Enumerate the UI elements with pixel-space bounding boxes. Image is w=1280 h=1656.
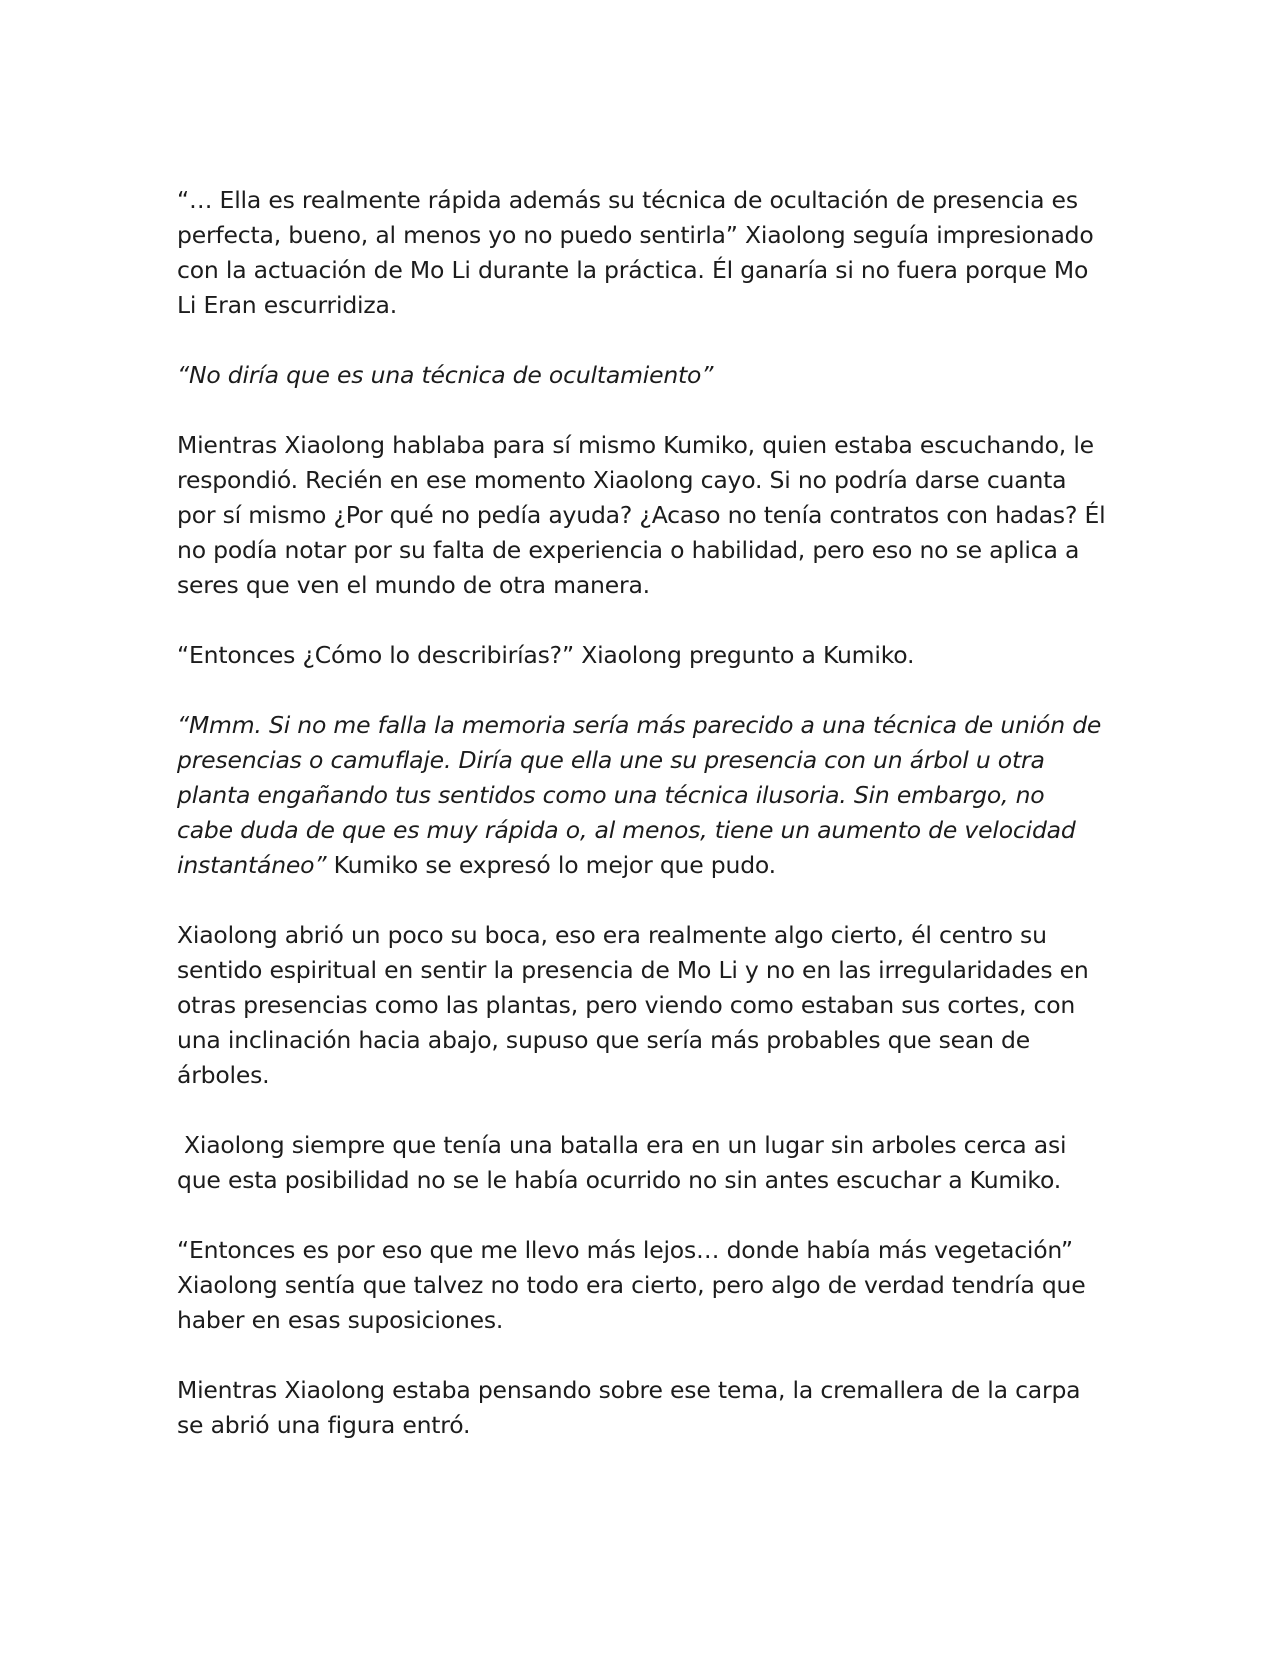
paragraph-5 bbox=[177, 708, 1107, 883]
paragraph-6-text: Xiaolong abrió un poco su boca, eso era realmente algo cierto, él centro su sentido espiritual en sentir la presencia de Mo Li y no en las irregularidades en otras presencias como las plantas, pero viendo como estaban sus cortes, con una inclinación hacia abajo, supuso que sería más probables que sean de árboles. bbox=[177, 921, 1089, 1089]
paragraph-4 bbox=[177, 638, 1107, 673]
document-page bbox=[177, 183, 1107, 1443]
paragraph-2 bbox=[177, 358, 1107, 393]
paragraph-7-text: Xiaolong siempre que tenía una batalla era en un lugar sin arboles cerca asi que esta posibilidad no se le había ocurrido no sin antes escuchar a Kumiko. bbox=[177, 1131, 1067, 1194]
paragraph-3-text: Mientras Xiaolong hablaba para sí mismo Kumiko, quien estaba escuchando, le respondió. Recién en ese momento Xiaolong cayo. Si no podría darse cuanta por sí mismo ¿Por qué no pedía ayuda? ¿Acaso no tenía contratos con hadas? Él no podía notar por su falta de experiencia o habilidad, pero eso no se aplica a seres que ven el mundo de otra manera. bbox=[177, 431, 1106, 599]
paragraph-3 bbox=[177, 428, 1107, 603]
paragraph-5-text: Kumiko se expresó lo mejor que pudo. bbox=[326, 851, 776, 879]
paragraph-8-text: “Entonces es por eso que me llevo más lejos… donde había más vegetación” Xiaolong sentía que talvez no todo era cierto, pero algo de verdad tendría que haber en esas suposiciones. bbox=[177, 1236, 1086, 1334]
paragraph-1 bbox=[177, 183, 1107, 323]
paragraph-7 bbox=[177, 1128, 1107, 1198]
paragraph-2-italic-text: “No diría que es una técnica de ocultamiento” bbox=[177, 361, 714, 389]
paragraph-1-text: “… Ella es realmente rápida además su técnica de ocultación de presencia es perfecta, bueno, al menos yo no puedo sentirla” Xiaolong seguía impresionado con la actuación de Mo Li durante la práctica. Él ganaría si no fuera porque Mo Li Eran escurridiza. bbox=[177, 186, 1094, 319]
paragraph-9 bbox=[177, 1373, 1107, 1443]
paragraph-6 bbox=[177, 918, 1107, 1093]
paragraph-4-text: “Entonces ¿Cómo lo describirías?” Xiaolong pregunto a Kumiko. bbox=[177, 641, 915, 669]
paragraph-8 bbox=[177, 1233, 1107, 1338]
paragraph-5-italic-text: “Mmm. Si no me falla la memoria sería más parecido a una técnica de unión de presencias o camuflaje. Diría que ella une su presencia con un árbol u otra planta engañando tus sentidos como una técnica ilusoria. Sin embargo, no cabe duda de que es muy rápida o, al menos, tiene un aumento de velocidad instantáneo” bbox=[177, 711, 1102, 879]
paragraph-9-text: Mientras Xiaolong estaba pensando sobre ese tema, la cremallera de la carpa se abrió una figura entró. bbox=[177, 1376, 1081, 1439]
